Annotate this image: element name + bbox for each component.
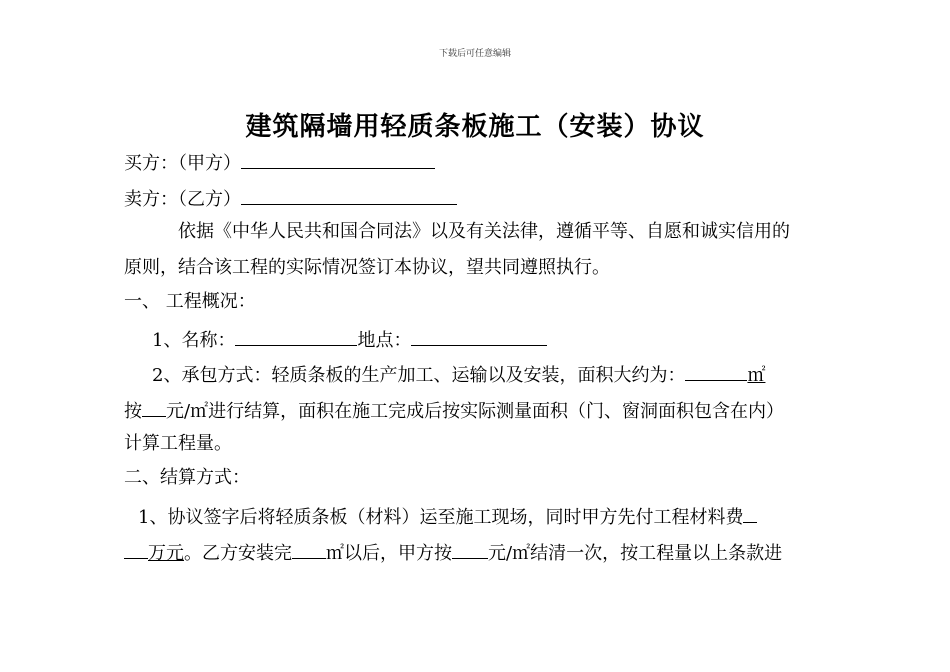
seller-line bbox=[124, 184, 457, 212]
item2-line-2 bbox=[124, 396, 784, 424]
item2-line-1 bbox=[152, 360, 765, 388]
item2-line2-prefix: 按 bbox=[124, 401, 142, 422]
item2-area-blank bbox=[685, 360, 747, 381]
item2-unit: ㎡ bbox=[747, 365, 766, 386]
buyer-line bbox=[124, 148, 435, 176]
item1-location-label: 地点： bbox=[357, 330, 412, 351]
header-note: 下载后可任意编辑 bbox=[438, 49, 511, 59]
intro-line-1: 依据《中华人民共和国合同法》以及有关法律，遵循平等、自愿和诚实信用的 bbox=[178, 221, 790, 242]
intro-line-2: 原则，结合该工程的实际情况签订本协议，望共同遵照执行。 bbox=[124, 257, 610, 278]
pay1-line2-b: ㎡以后，甲方按 bbox=[326, 543, 452, 564]
item1-name-blank bbox=[235, 325, 357, 346]
pay1-line2-c: 元/㎡结清一次，按工程量以上条款进 bbox=[488, 543, 783, 564]
item1-location-blank bbox=[411, 325, 547, 346]
pay1-amount-unit: 万元 bbox=[148, 543, 184, 564]
item2-line2-rest: 元/㎡进行结算，面积在施工完成后按实际测量面积（门、窗洞面积包含在内） bbox=[166, 401, 785, 422]
buyer-label: 买方：（甲方） bbox=[124, 153, 241, 174]
pay1-line-2 bbox=[124, 538, 782, 566]
pay1-unit-price-blank bbox=[452, 538, 488, 559]
document-title: 建筑隔墙用轻质条板施工（安装）协议 bbox=[245, 112, 705, 142]
item2-line-3: 计算工程量。 bbox=[124, 433, 232, 454]
seller-label: 卖方：（乙方） bbox=[124, 189, 241, 210]
item1-name-label: 1、名称： bbox=[152, 330, 236, 351]
pay1-line2-a: 。乙方安装完 bbox=[184, 543, 292, 564]
pay1-line-1 bbox=[138, 502, 757, 530]
section1-heading: 一、 工程概况： bbox=[124, 291, 256, 312]
pay1-amount-blank bbox=[124, 538, 148, 559]
pay1-text: 1、协议签字后将轻质条板（材料）运至施工现场，同时甲方先付工程材料费 bbox=[138, 507, 744, 528]
item2-text: 2、承包方式：轻质条板的生产加工、运输以及安装，面积大约为： bbox=[152, 365, 686, 386]
pay1-installed-area-blank bbox=[292, 538, 326, 559]
item2-price-blank bbox=[142, 396, 166, 417]
pay1-amount-blank-start bbox=[743, 502, 757, 523]
buyer-blank bbox=[241, 148, 435, 169]
seller-blank bbox=[241, 184, 457, 205]
item1-line bbox=[152, 325, 547, 353]
section2-heading: 二、结算方式： bbox=[124, 467, 250, 488]
